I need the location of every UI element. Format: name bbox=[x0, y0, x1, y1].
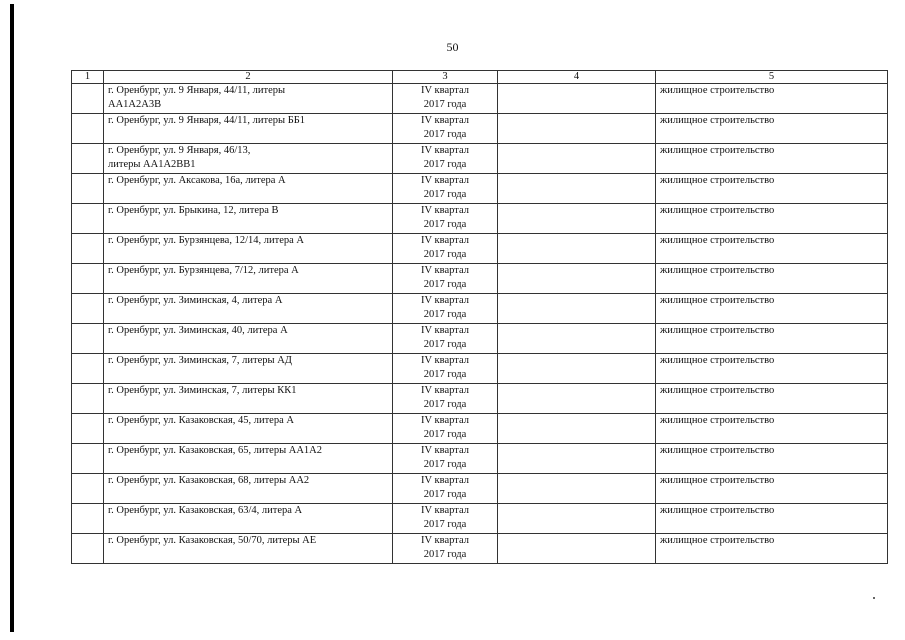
cell-col4 bbox=[498, 444, 656, 474]
cell-period bbox=[393, 264, 498, 294]
period-line: 2017 года bbox=[423, 549, 467, 560]
cell-period bbox=[393, 354, 498, 384]
period-line: 2017 года bbox=[423, 339, 467, 350]
cell-address bbox=[104, 414, 393, 444]
cell-period bbox=[393, 384, 498, 414]
cell-col4 bbox=[498, 234, 656, 264]
period-line: IV квартал bbox=[421, 505, 469, 516]
table-row bbox=[72, 534, 888, 564]
cell-address bbox=[104, 384, 393, 414]
address-line: г. Оренбург, ул. 9 Января, 44/11, литеры ББ1 bbox=[108, 115, 306, 126]
table-row bbox=[72, 444, 888, 474]
cell-col1 bbox=[72, 414, 104, 444]
cell-purpose: жилищное строительство bbox=[656, 234, 888, 264]
cell-col1 bbox=[72, 504, 104, 534]
cell-purpose: жилищное строительство bbox=[656, 474, 888, 504]
period-line: IV квартал bbox=[421, 355, 469, 366]
cell-col4 bbox=[498, 84, 656, 114]
table-row bbox=[72, 144, 888, 174]
address-line: г. Оренбург, ул. Бурзянцева, 12/14, литера А bbox=[108, 235, 304, 246]
address-line: г. Оренбург, ул. 9 Января, 44/11, литеры bbox=[108, 85, 286, 96]
cell-purpose: жилищное строительство bbox=[656, 414, 888, 444]
cell-col1 bbox=[72, 84, 104, 114]
land-plots-table bbox=[71, 70, 888, 564]
cell-address bbox=[104, 234, 393, 264]
period-line: 2017 года bbox=[423, 129, 467, 140]
address-line: г. Оренбург, ул. Зиминская, 7, литеры КК1 bbox=[108, 385, 297, 396]
period-line: IV квартал bbox=[421, 115, 469, 126]
cell-col1 bbox=[72, 534, 104, 564]
cell-purpose: жилищное строительство bbox=[656, 114, 888, 144]
cell-col1 bbox=[72, 174, 104, 204]
cell-period bbox=[393, 504, 498, 534]
period-line: IV квартал bbox=[421, 325, 469, 336]
period-line: IV квартал bbox=[421, 385, 469, 396]
table-header-row bbox=[72, 71, 888, 84]
table-row bbox=[72, 384, 888, 414]
cell-col1 bbox=[72, 264, 104, 294]
cell-address bbox=[104, 144, 393, 174]
address-line: АА1А2А3В bbox=[108, 99, 162, 110]
cell-col1 bbox=[72, 474, 104, 504]
cell-purpose: жилищное строительство bbox=[656, 444, 888, 474]
cell-period bbox=[393, 234, 498, 264]
table-row bbox=[72, 264, 888, 294]
cell-col4 bbox=[498, 324, 656, 354]
table-row bbox=[72, 84, 888, 114]
period-line: 2017 года bbox=[423, 99, 467, 110]
scan-edge-bar bbox=[10, 4, 14, 632]
period-line: IV квартал bbox=[421, 175, 469, 186]
period-line: IV квартал bbox=[421, 235, 469, 246]
table-row bbox=[72, 324, 888, 354]
cell-period bbox=[393, 144, 498, 174]
cell-col1 bbox=[72, 384, 104, 414]
period-line: IV квартал bbox=[421, 415, 469, 426]
cell-period bbox=[393, 414, 498, 444]
cell-col4 bbox=[498, 504, 656, 534]
cell-period bbox=[393, 204, 498, 234]
address-line: г. Оренбург, ул. Аксакова, 16а, литера А bbox=[108, 175, 286, 186]
cell-col1 bbox=[72, 294, 104, 324]
cell-purpose: жилищное строительство bbox=[656, 174, 888, 204]
period-line: 2017 года bbox=[423, 489, 467, 500]
cell-address bbox=[104, 114, 393, 144]
address-line: г. Оренбург, ул. Зиминская, 7, литеры АД bbox=[108, 355, 292, 366]
cell-address bbox=[104, 354, 393, 384]
cell-col4 bbox=[498, 174, 656, 204]
cell-purpose: жилищное строительство bbox=[656, 84, 888, 114]
cell-address bbox=[104, 534, 393, 564]
cell-period bbox=[393, 534, 498, 564]
cell-col4 bbox=[498, 384, 656, 414]
cell-period bbox=[393, 174, 498, 204]
cell-col1 bbox=[72, 204, 104, 234]
cell-col4 bbox=[498, 144, 656, 174]
address-line: г. Оренбург, ул. Зиминская, 40, литера А bbox=[108, 325, 288, 336]
cell-address bbox=[104, 84, 393, 114]
period-line: 2017 года bbox=[423, 159, 467, 170]
cell-col4 bbox=[498, 264, 656, 294]
address-line: г. Оренбург, ул. Брыкина, 12, литера В bbox=[108, 205, 279, 216]
column-header-1: 1 bbox=[72, 71, 104, 84]
period-line: 2017 года bbox=[423, 399, 467, 410]
cell-address bbox=[104, 474, 393, 504]
period-line: 2017 года bbox=[423, 189, 467, 200]
cell-period bbox=[393, 324, 498, 354]
cell-purpose: жилищное строительство bbox=[656, 324, 888, 354]
cell-address bbox=[104, 324, 393, 354]
cell-address bbox=[104, 204, 393, 234]
address-line: г. Оренбург, ул. Казаковская, 63/4, литера А bbox=[108, 505, 303, 516]
cell-address bbox=[104, 264, 393, 294]
cell-purpose: жилищное строительство bbox=[656, 354, 888, 384]
period-line: 2017 года bbox=[423, 519, 467, 530]
table-row bbox=[72, 474, 888, 504]
table-body bbox=[72, 84, 888, 564]
address-line: г. Оренбург, ул. 9 Января, 46/13, bbox=[108, 145, 251, 156]
period-line: IV квартал bbox=[421, 85, 469, 96]
period-line: IV квартал bbox=[421, 445, 469, 456]
table-row bbox=[72, 414, 888, 444]
cell-col4 bbox=[498, 204, 656, 234]
cell-purpose: жилищное строительство bbox=[656, 384, 888, 414]
cell-period bbox=[393, 474, 498, 504]
table-row bbox=[72, 234, 888, 264]
cell-col1 bbox=[72, 444, 104, 474]
table-row bbox=[72, 114, 888, 144]
column-header-4: 4 bbox=[498, 71, 656, 84]
cell-period bbox=[393, 294, 498, 324]
cell-col4 bbox=[498, 354, 656, 384]
address-line: г. Оренбург, ул. Казаковская, 68, литеры АА2 bbox=[108, 475, 310, 486]
cell-col4 bbox=[498, 294, 656, 324]
cell-col1 bbox=[72, 354, 104, 384]
cell-purpose: жилищное строительство bbox=[656, 534, 888, 564]
cell-period bbox=[393, 444, 498, 474]
period-line: IV квартал bbox=[421, 295, 469, 306]
period-line: 2017 года bbox=[423, 279, 467, 290]
cell-col1 bbox=[72, 324, 104, 354]
table-row bbox=[72, 204, 888, 234]
cell-period bbox=[393, 84, 498, 114]
cell-col4 bbox=[498, 114, 656, 144]
period-line: IV квартал bbox=[421, 145, 469, 156]
column-header-2: 2 bbox=[104, 71, 393, 84]
address-line: г. Оренбург, ул. Зиминская, 4, литера А bbox=[108, 295, 283, 306]
cell-purpose: жилищное строительство bbox=[656, 294, 888, 324]
table-row bbox=[72, 354, 888, 384]
cell-address bbox=[104, 444, 393, 474]
period-line: IV квартал bbox=[421, 535, 469, 546]
cell-address bbox=[104, 174, 393, 204]
cell-col1 bbox=[72, 234, 104, 264]
period-line: 2017 года bbox=[423, 249, 467, 260]
cell-col4 bbox=[498, 414, 656, 444]
address-line: г. Оренбург, ул. Казаковская, 50/70, литеры АЕ bbox=[108, 535, 317, 546]
period-line: 2017 года bbox=[423, 429, 467, 440]
cell-address bbox=[104, 294, 393, 324]
period-line: 2017 года bbox=[423, 309, 467, 320]
period-line: IV квартал bbox=[421, 265, 469, 276]
cell-address bbox=[104, 504, 393, 534]
cell-col4 bbox=[498, 534, 656, 564]
address-line: литеры АА1А2ВВ1 bbox=[108, 159, 196, 170]
cell-purpose: жилищное строительство bbox=[656, 264, 888, 294]
period-line: IV квартал bbox=[421, 205, 469, 216]
cell-purpose: жилищное строительство bbox=[656, 144, 888, 174]
cell-col1 bbox=[72, 144, 104, 174]
period-line: IV квартал bbox=[421, 475, 469, 486]
scan-speck bbox=[873, 597, 875, 599]
page-number: 50 bbox=[446, 40, 459, 54]
address-line: г. Оренбург, ул. Казаковская, 45, литера А bbox=[108, 415, 294, 426]
column-header-3: 3 bbox=[393, 71, 498, 84]
period-line: 2017 года bbox=[423, 459, 467, 470]
cell-purpose: жилищное строительство bbox=[656, 504, 888, 534]
cell-period bbox=[393, 114, 498, 144]
table-row bbox=[72, 504, 888, 534]
column-header-5: 5 bbox=[656, 71, 888, 84]
address-line: г. Оренбург, ул. Казаковская, 65, литеры АА1А2 bbox=[108, 445, 323, 456]
period-line: 2017 года bbox=[423, 219, 467, 230]
table-row bbox=[72, 294, 888, 324]
period-line: 2017 года bbox=[423, 369, 467, 380]
address-line: г. Оренбург, ул. Бурзянцева, 7/12, литера А bbox=[108, 265, 299, 276]
table-row bbox=[72, 174, 888, 204]
cell-col1 bbox=[72, 114, 104, 144]
cell-purpose: жилищное строительство bbox=[656, 204, 888, 234]
cell-col4 bbox=[498, 474, 656, 504]
